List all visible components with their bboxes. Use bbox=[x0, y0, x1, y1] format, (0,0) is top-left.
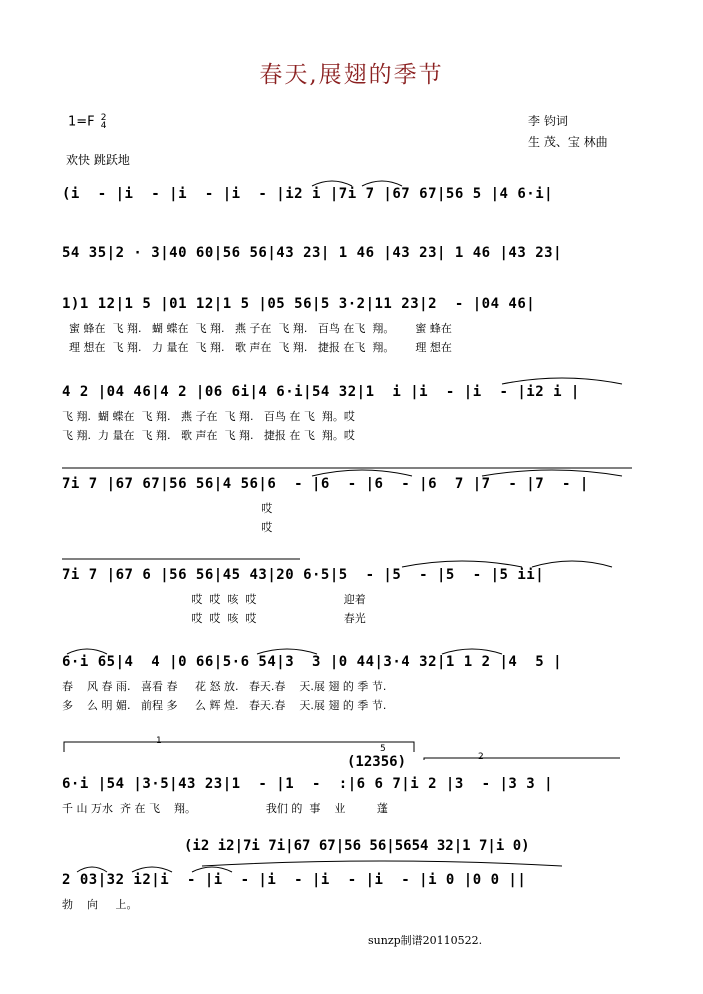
lyric-verse-2: 哎 哎 咳 哎 春光 bbox=[62, 612, 366, 625]
lyric-verse-1: 勃 向 上。 bbox=[62, 898, 138, 911]
composer-credit: 生 茂、宝 林曲 bbox=[528, 135, 608, 149]
lyric-verse-2: 飞 翔. 力 量在 飞 翔. 歌 声在 飞 翔. 捷报 在 飞 翔。哎 bbox=[62, 429, 355, 442]
lyric-verse-2: 哎 bbox=[62, 521, 273, 534]
volta-1-label: 1 bbox=[156, 736, 162, 746]
notes-line: 6·i 65|4 4 |0 66|5·6 54|3 3 |0 44|3·4 32|1 1 2 |4 5 | bbox=[62, 654, 563, 670]
interlude-2: (i2 i2|7i 7i|67 67|56 56|5654 32|1 7|i 0) bbox=[184, 838, 530, 854]
volta-2-label: 2 bbox=[478, 752, 484, 762]
notes-line: 4 2 |04 46|4 2 |06 6i|4 6·i|54 32|1 i |i - |i - |i2 i | bbox=[62, 384, 580, 400]
lyric-verse-1: 蜜 蜂在 飞 翔. 蝴 蝶在 飞 翔. 燕 子在 飞 翔. 百鸟 在飞 翔。 蜜 蜂在 bbox=[62, 322, 452, 335]
footer-credit: sunzp制谱20110522. bbox=[368, 934, 483, 947]
page-title: 春天,展翅的季节 bbox=[259, 62, 444, 88]
lyric-verse-2: 多 么 明 媚. 前程 多 么 辉 煌. 春天.春 天.展 翅 的 季 节. bbox=[62, 699, 387, 712]
notes-line: 7i 7 |67 67|56 56|4 56|6 - |6 - |6 - |6 7 |7 - |7 - | bbox=[62, 476, 589, 492]
lyric-verse-1: 春 风 春 雨. 喜看 春 花 怒 放. 春天.春 天.展 翅 的 季 节. bbox=[62, 680, 387, 693]
lyric-verse-1: 千 山 万水 齐 在 飞 翔。 我们 的 事 业 蓬 bbox=[62, 802, 388, 815]
lyric-verse-1: 哎 bbox=[62, 502, 273, 515]
notes-line: 54 35|2 · 3|40 60|56 56|43 23| 1 46 |43 23| 1 46 |43 23| bbox=[62, 245, 563, 261]
notes-line: 6·i |54 |3·5|43 23|1 - |1 - :|6 6 7|i 2 |3 - |3 3 | bbox=[62, 776, 554, 792]
key-label: 1=F bbox=[68, 114, 95, 130]
lyric-verse-1: 哎 哎 咳 哎 迎着 bbox=[62, 593, 366, 606]
notes-line: 7i 7 |67 6 |56 56|45 43|20 6·5|5 - |5 - |5 - |5 ii| bbox=[62, 567, 545, 583]
time-signature: 2 4 bbox=[100, 113, 107, 131]
lyricist-credit: 李 钧词 bbox=[528, 114, 568, 128]
score-row bbox=[62, 654, 632, 744]
notes-line: 2 03|32 i2|i - |i - |i - |i - |i - |i 0 |0 0 || bbox=[62, 872, 527, 888]
interlude-1: (12356) bbox=[347, 754, 407, 770]
score-row bbox=[62, 476, 632, 566]
score-row bbox=[62, 872, 632, 962]
key-signature bbox=[68, 114, 107, 130]
score-row bbox=[62, 384, 632, 474]
notes-line: (i - |i - |i - |i - |i2 i |7i 7 |67 67|56 5 |4 6·i| bbox=[62, 186, 554, 202]
tuplet-label: 5 bbox=[380, 744, 386, 754]
tempo-marking: 欢快 跳跃地 bbox=[66, 153, 130, 167]
lyric-verse-1: 飞 翔. 蝴 蝶在 飞 翔. 燕 子在 飞 翔. 百鸟 在 飞 翔。哎 bbox=[62, 410, 355, 423]
lyric-verse-2: 理 想在 飞 翔. 力 量在 飞 翔. 歌 声在 飞 翔. 捷报 在飞 翔。 理 想在 bbox=[62, 341, 452, 354]
notes-line: 1)1 12|1 5 |01 12|1 5 |05 56|5 3·2|11 23|2 - |04 46| bbox=[62, 296, 536, 312]
